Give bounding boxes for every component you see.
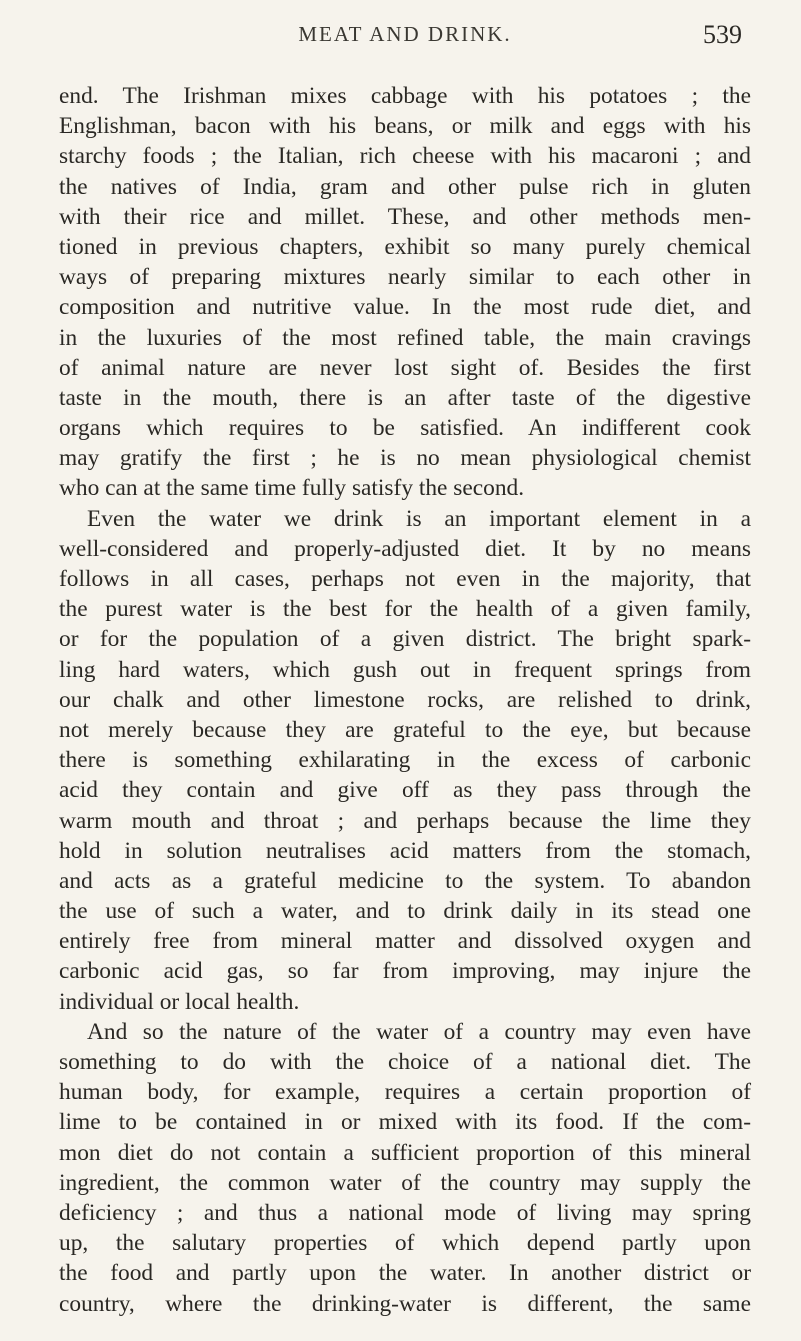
text-line: taste in the mouth, there is an after taste of the digestive: [59, 384, 751, 411]
paragraph: [59, 1017, 751, 1319]
text-line: tioned in previous chapters, exhibit so many purely chemical: [59, 233, 751, 260]
text-line: end. The Irishman mixes cabbage with his potatoes ; the: [59, 83, 751, 109]
text-line: the purest water is the best for the health of a given family,: [59, 596, 751, 623]
page-number: 539: [703, 20, 742, 49]
running-title: MEAT AND DRINK.: [298, 22, 512, 46]
text-line: our chalk and other limestone rocks, are relished to drink,: [59, 686, 751, 713]
text-line: organs which requires to be satisfied. An indifferent cook: [59, 415, 751, 442]
text-line: up, the salutary properties of which depend partly upon: [59, 1230, 751, 1257]
text-line: Even the water we drink is an important element in a: [87, 505, 751, 532]
text-line: warm mouth and throat ; and perhaps because the lime they: [59, 807, 751, 834]
text-line: ways of preparing mixtures nearly similar to each other in: [59, 264, 751, 291]
text-line: lime to be contained in or mixed with its food. If the com-: [59, 1109, 751, 1136]
body-text: [59, 81, 751, 1319]
text-line: or for the population of a given district. The bright spark-: [59, 626, 751, 653]
text-line: in the luxuries of the most refined table, the main cravings: [59, 324, 751, 351]
text-line: individual or local health.: [59, 988, 300, 1015]
text-line: of animal nature are never lost sight of. Besides the first: [59, 354, 751, 381]
text-line: ingredient, the common water of the country may supply the: [59, 1169, 751, 1196]
text-line: follows in all cases, perhaps not even in the majority, that: [59, 566, 751, 592]
text-line: there is something exhilarating in the excess of carbonic: [59, 747, 751, 774]
text-line: carbonic acid gas, so far from improving, may injure the: [59, 958, 751, 985]
text-line: composition and nutritive value. In the most rude diet, and: [59, 294, 751, 321]
text-line: well-considered and properly-adjusted diet. It by no means: [59, 535, 751, 562]
text-line: Englishman, bacon with his beans, or milk and eggs with his: [59, 113, 751, 140]
text-line: ling hard waters, which gush out in frequent springs from: [59, 656, 751, 683]
text-line: starchy foods ; the Italian, rich cheese with his macaroni ; and: [59, 143, 751, 170]
text-line: deficiency ; and thus a national mode of living may spring: [59, 1199, 751, 1226]
text-line: and acts as a grateful medicine to the system. To abandon: [59, 867, 751, 894]
text-line: hold in solution neutralises acid matters from the stomach,: [59, 837, 751, 864]
text-line: And so the nature of the water of a country may even have: [87, 1018, 751, 1045]
paragraph: [59, 504, 751, 1017]
text-line: acid they contain and give off as they pass through the: [59, 777, 751, 804]
text-line: not merely because they are grateful to the eye, but because: [59, 716, 751, 743]
running-head: [60, 22, 750, 52]
text-line: mon diet do not contain a sufficient proportion of this mineral: [59, 1139, 751, 1166]
text-line: entirely free from mineral matter and dissolved oxygen and: [59, 928, 751, 955]
text-line: the food and partly upon the water. In another district or: [59, 1260, 751, 1287]
text-line: human body, for example, requires a certain proportion of: [59, 1079, 751, 1106]
text-line: the use of such a water, and to drink daily in its stead one: [59, 898, 751, 925]
text-line: the natives of India, gram and other pulse rich in gluten: [59, 173, 751, 200]
text-line: with their rice and millet. These, and other methods men-: [59, 203, 751, 230]
paragraph: [59, 81, 751, 504]
text-line: something to do with the choice of a national diet. The: [59, 1049, 751, 1075]
text-line: who can at the same time fully satisfy the second.: [59, 475, 525, 502]
text-line: country, where the drinking-water is different, the same: [59, 1290, 751, 1317]
text-line: may gratify the first ; he is no mean physiological chemist: [59, 445, 751, 472]
